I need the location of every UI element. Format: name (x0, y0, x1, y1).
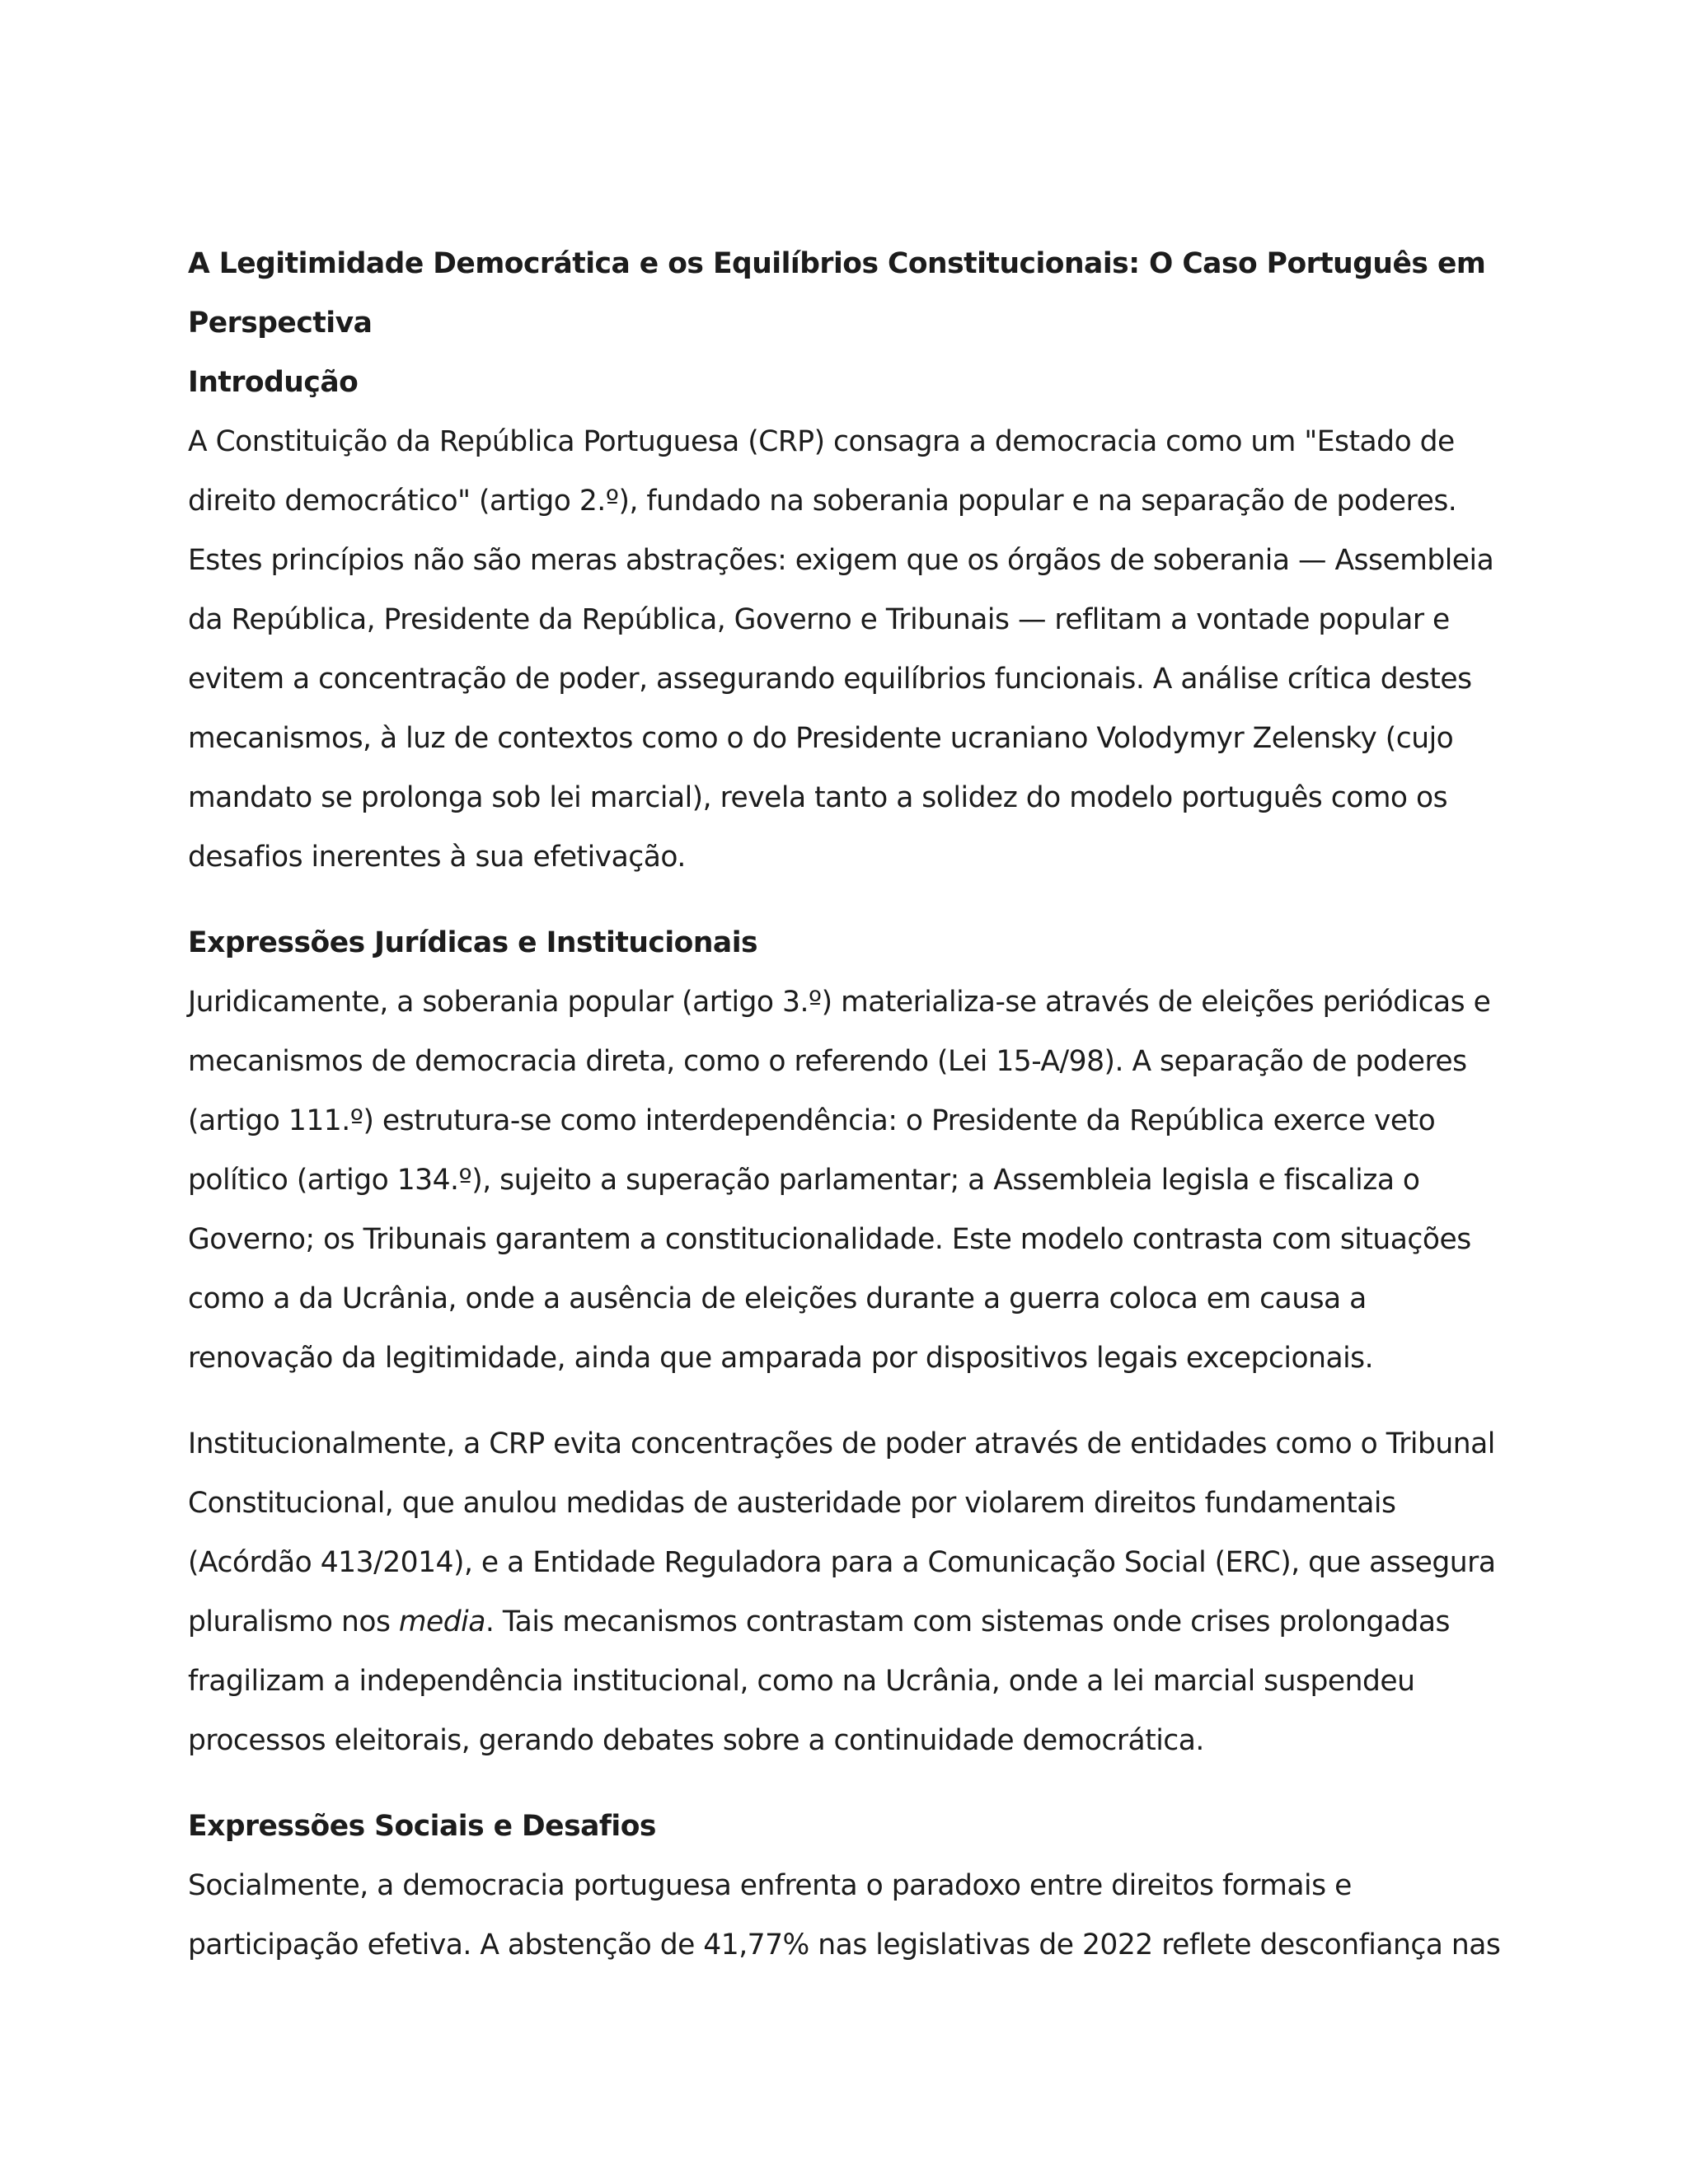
document-title: A Legitimidade Democrática e os Equilíbrios Constitucionais: O Caso Português em Perspectiva (188, 247, 1486, 340)
document-page (188, 234, 1507, 1975)
paragraph-institucionalmente-start: Institucionalmente, a CRP evita concentrações de poder através de entidades como o Tribunal Constitucional, que anulou medidas de austeridade por violarem direitos fundamentais (Acórdão 413/2014), e a Entidade Reguladora para a Comunicação Social (ERC), que assegura pluralismo nos (188, 1427, 1496, 1638)
paragraph-introducao: A Constituição da República Portuguesa (CRP) consagra a democracia como um "Estado de direito democrático" (artigo 2.º), fundado na soberania popular e na separação de poderes. Estes princípios não são meras abstrações: exigem que os órgãos de soberania — Assembleia da República, Presidente da República, Governo e Tribunais — reflitam a vontade popular e evitem a concentração de poder, assegurando equilíbrios funcionais. A análise crítica destes mecanismos, à luz de contextos como o do Presidente ucraniano Volodymyr Zelensky (cujo mandato se prolonga sob lei marcial), revela tanto a solidez do modelo português como os desafios inerentes à sua efetivação. (188, 425, 1494, 874)
section-heading-expressoes-juridicas: Expressões Jurídicas e Institucionais (188, 926, 758, 959)
media-emphasis: media (398, 1605, 485, 1638)
section-heading-introducao: Introdução (188, 366, 359, 399)
paragraph-socialmente: Socialmente, a democracia portuguesa enfrenta o paradoxo entre direitos formais e participação efetiva. A abstenção de 41,77% nas legislativas de 2022 reflete desconfiança nas (188, 1869, 1501, 1961)
section-heading-expressoes-sociais: Expressões Sociais e Desafios (188, 1810, 656, 1843)
paragraph-juridicamente: Juridicamente, a soberania popular (artigo 3.º) materializa-se através de eleições periódicas e mecanismos de democracia direta, como o referendo (Lei 15-A/98). A separação de poderes (artigo 111.º) estrutura-se como interdependência: o Presidente da República exerce veto político (artigo 134.º), sujeito a superação parlamentar; a Assembleia legisla e fiscaliza o Governo; os Tribunais garantem a constitucionalidade. Este modelo contrasta com situações como a da Ucrânia, onde a ausência de eleições durante a guerra coloca em causa a renovação da legitimidade, ainda que amparada por dispositivos legais excepcionais. (188, 986, 1491, 1375)
paragraph-institucionalmente (188, 1414, 1507, 1770)
paragraph-institucionalmente-end: . Tais mecanismos contrastam com sistemas onde crises prolongadas fragilizam a independência institucional, como na Ucrânia, onde a lei marcial suspendeu processos eleitorais, gerando debates sobre a continuidade democrática. (188, 1605, 1451, 1757)
